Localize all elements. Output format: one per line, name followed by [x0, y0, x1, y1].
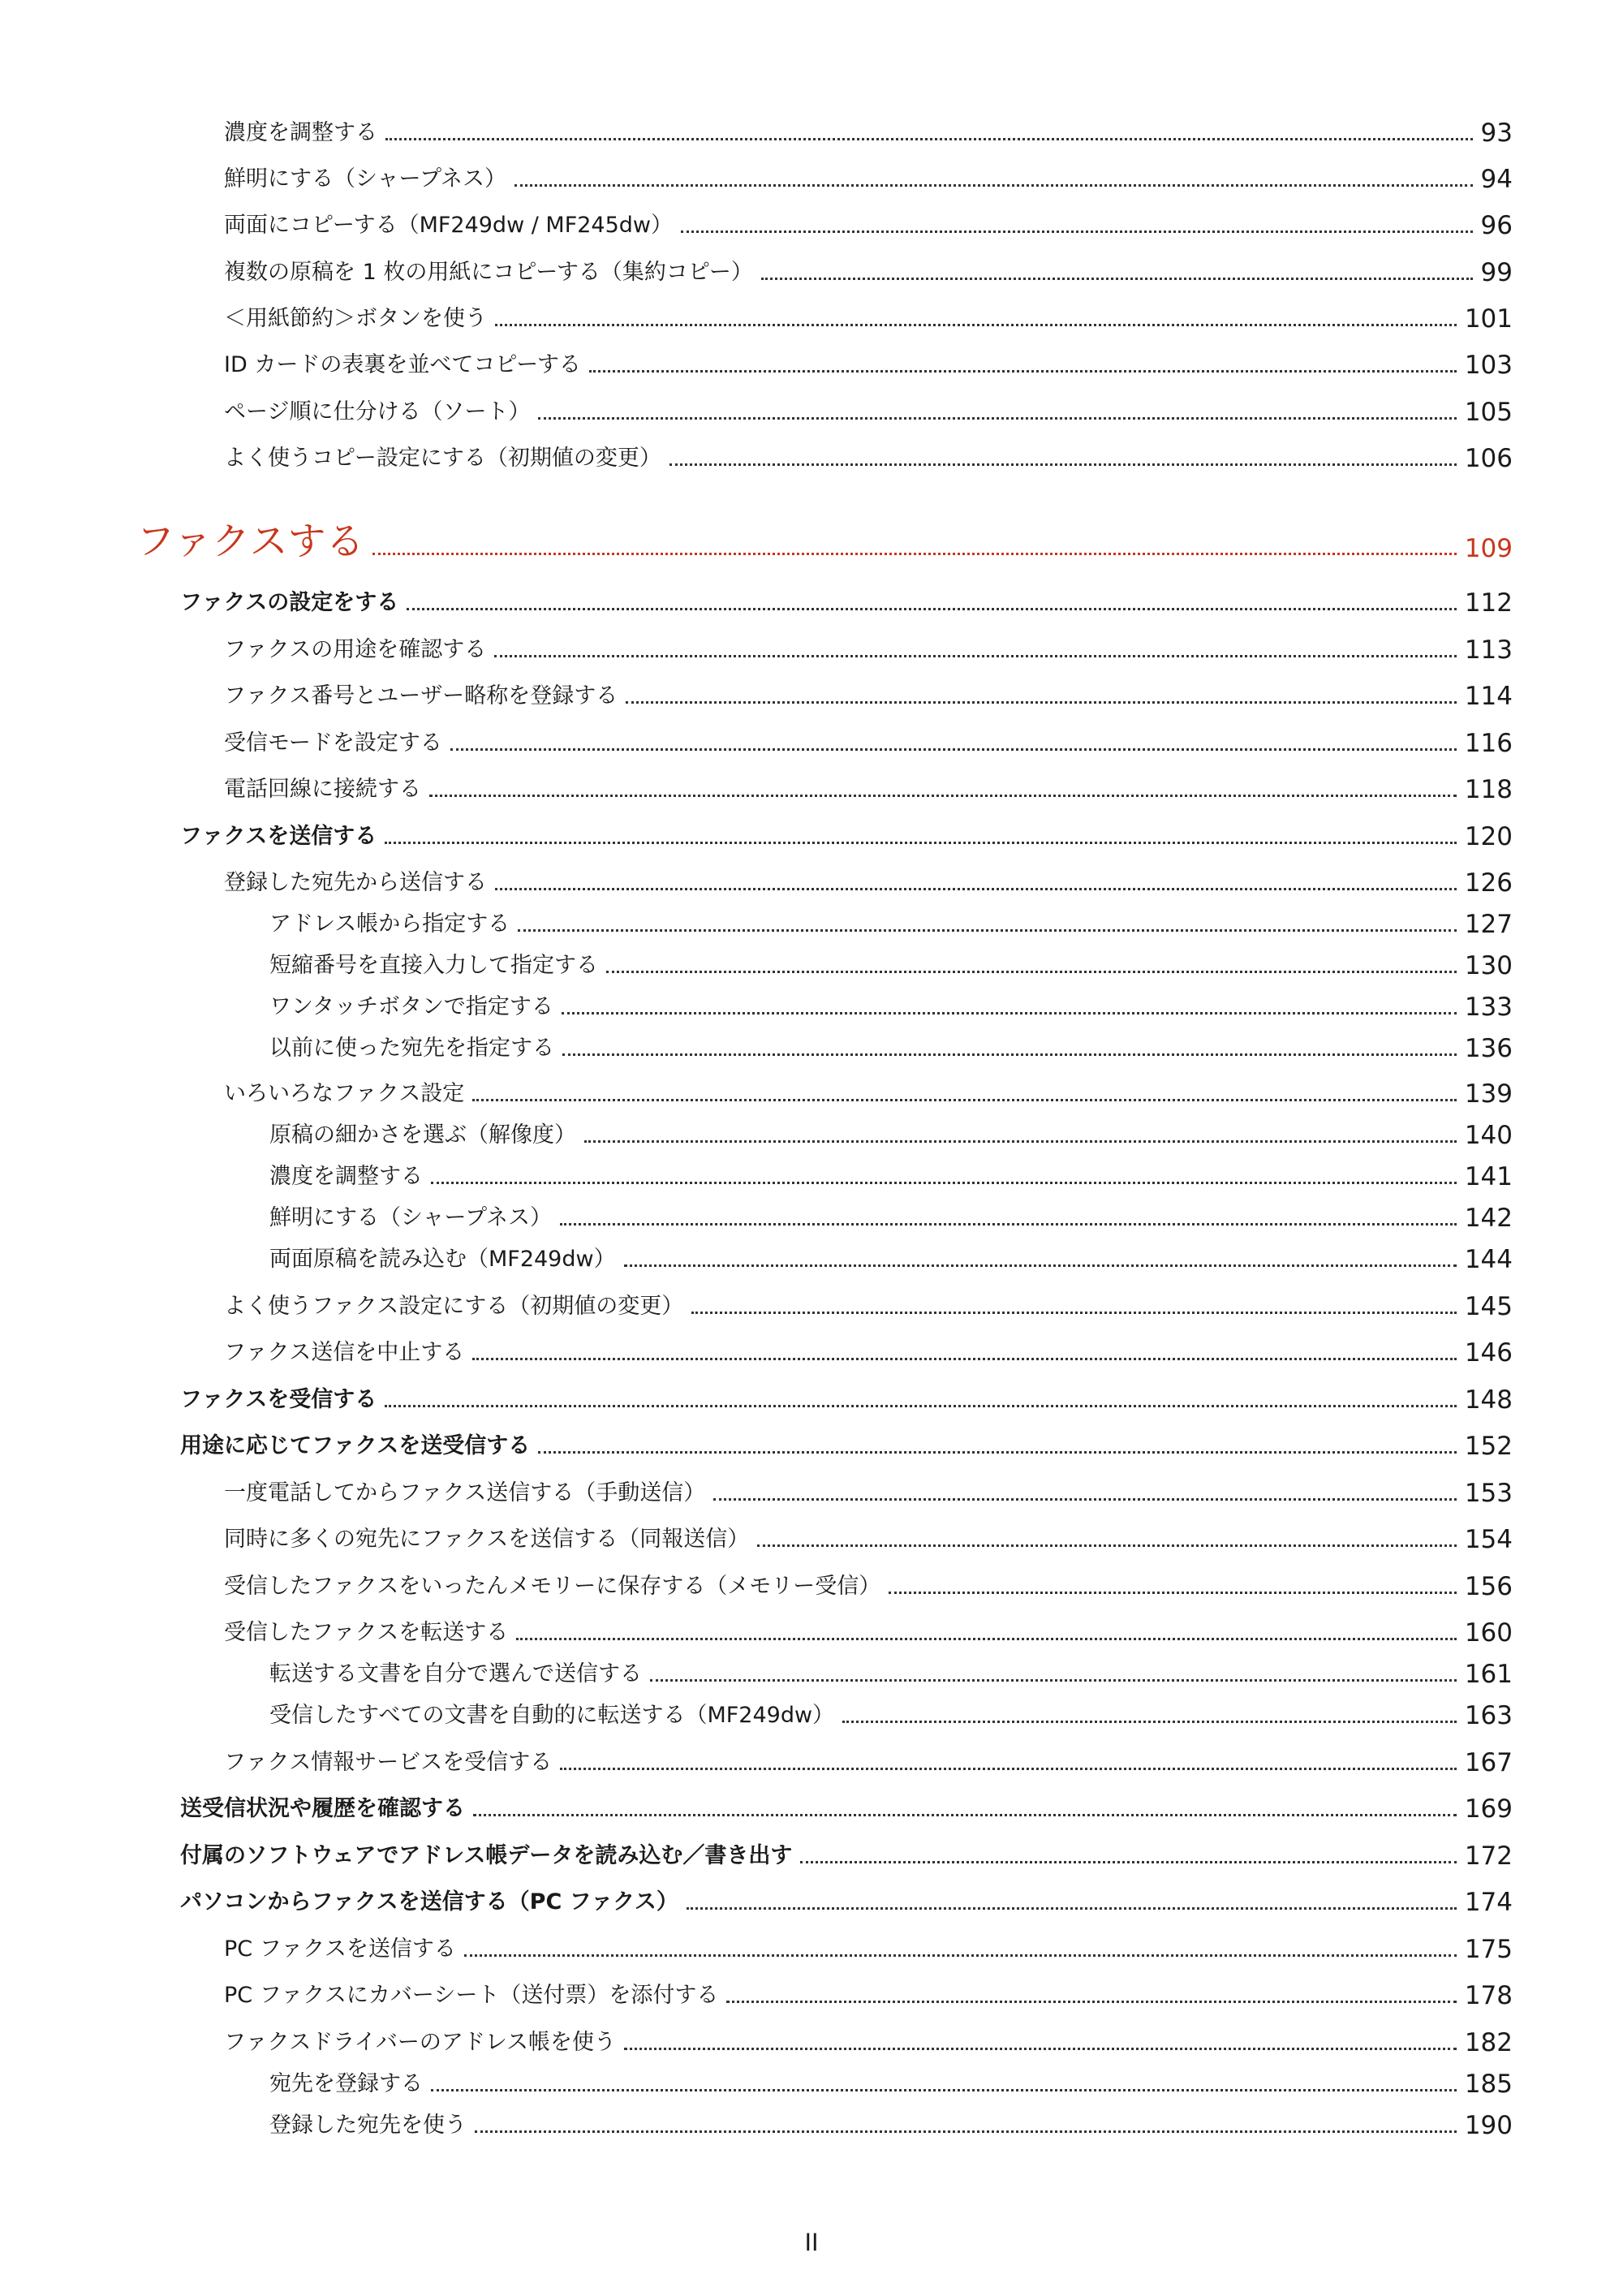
toc-entry-title: よく使うファクス設定にする（初期値の変更）	[224, 1294, 684, 1319]
dot-leader	[687, 1907, 1457, 1910]
toc-subsubsection[interactable]	[0, 2104, 1513, 2140]
dot-leader	[472, 1099, 1457, 1101]
toc-entry-title: 登録した宛先から送信する	[224, 870, 487, 895]
dot-leader	[713, 1498, 1457, 1501]
toc-entry-page: 178	[1464, 1981, 1513, 2010]
dot-leader	[385, 842, 1457, 844]
toc-subsection[interactable]	[0, 1612, 1513, 1648]
dot-leader	[842, 1721, 1457, 1723]
toc-entry-title: 受信モードを設定する	[224, 730, 442, 756]
toc-entry-title: 付属のソフトウェアでアドレス帳データを読み込む／書き出す	[180, 1843, 793, 1868]
toc-subsubsection[interactable]	[0, 1238, 1513, 1274]
toc-entry-page: 114	[1464, 682, 1513, 711]
toc-entry-title: ファクス情報サービスを受信する	[224, 1750, 553, 1775]
toc-entry-title: ファクス番号とユーザー略称を登録する	[224, 683, 618, 709]
dot-leader	[626, 701, 1457, 704]
toc-subsubsection[interactable]	[0, 1653, 1513, 1689]
dot-leader	[726, 2001, 1456, 2003]
dot-leader	[518, 929, 1457, 932]
toc-entry-title: 受信したファクスを転送する	[224, 1620, 509, 1645]
dot-leader	[761, 278, 1473, 280]
dot-leader	[757, 1544, 1457, 1547]
toc-subsection[interactable]	[0, 112, 1513, 148]
toc-entry-page: 175	[1464, 1935, 1513, 1964]
toc-subsection[interactable]	[0, 158, 1513, 194]
toc-entry-title: 濃度を調整する	[269, 1164, 423, 1189]
toc-section[interactable]	[0, 1788, 1513, 1824]
toc-entry-title: ページ順に仕分ける（ソート）	[224, 399, 531, 424]
toc-entry-page: 101	[1464, 304, 1513, 334]
toc-subsection[interactable]	[0, 205, 1513, 240]
toc-entry-title: 短縮番号を直接入力して指定する	[269, 953, 598, 978]
dot-leader	[385, 138, 1473, 140]
toc-entry-page: 106	[1464, 444, 1513, 473]
dot-leader	[691, 1312, 1457, 1314]
toc-entry-page: 172	[1464, 1842, 1513, 1871]
toc-entry-title: 複数の原稿を 1 枚の用紙にコピーする（集約コピー）	[224, 260, 753, 285]
toc-subsection[interactable]	[0, 1518, 1513, 1554]
toc-entry-title: ファクスドライバーのアドレス帳を使う	[224, 2030, 617, 2055]
toc-entry-page: 152	[1464, 1432, 1513, 1461]
toc-entry-page: 140	[1464, 1121, 1513, 1150]
toc-entry-title: 鮮明にする（シャープネス）	[269, 1205, 553, 1230]
toc-subsubsection[interactable]	[0, 2063, 1513, 2099]
toc-entry-page: 145	[1464, 1292, 1513, 1321]
toc-entry-page: 146	[1464, 1338, 1513, 1368]
toc-entry-title: アドレス帳から指定する	[269, 911, 510, 937]
toc-entry-title: ＜用紙節約＞ボタンを使う	[224, 306, 487, 331]
dot-leader	[560, 1768, 1457, 1770]
toc-entry-page: 148	[1464, 1385, 1513, 1415]
toc-entry-page: 126	[1464, 868, 1513, 898]
dot-leader	[538, 1451, 1457, 1454]
dot-leader	[681, 230, 1473, 233]
toc-chapter[interactable]	[0, 513, 1513, 565]
toc-subsection[interactable]	[0, 1742, 1513, 1777]
toc-entry-page: 141	[1464, 1162, 1513, 1191]
toc-subsubsection[interactable]	[0, 1695, 1513, 1730]
toc-subsection[interactable]	[0, 769, 1513, 804]
toc-subsection[interactable]	[0, 862, 1513, 898]
toc-entry-page: 174	[1464, 1888, 1513, 1917]
toc-entry-title: 受信したファクスをいったんメモリーに保存する（メモリー受信）	[224, 1574, 881, 1599]
dot-leader	[450, 748, 1457, 751]
toc-entry-title: PC ファクスを送信する	[224, 1936, 456, 1962]
dot-leader	[514, 184, 1473, 187]
toc-entry-page: 182	[1464, 2028, 1513, 2057]
dot-leader	[562, 1053, 1457, 1056]
dot-leader	[431, 1182, 1457, 1184]
toc-entry-page: 105	[1464, 398, 1513, 427]
toc-entry-title: いろいろなファクス設定	[224, 1081, 465, 1106]
toc-entry-page: 144	[1464, 1245, 1513, 1274]
toc-entry-page: 153	[1464, 1479, 1513, 1508]
dot-leader	[495, 888, 1457, 890]
toc-entry-title: 転送する文書を自分で選んで送信する	[269, 1661, 642, 1686]
dot-leader	[624, 2048, 1457, 2050]
toc-entry-title: ID カードの表裏を並べてコピーする	[224, 352, 581, 377]
toc-entry-page: 167	[1464, 1748, 1513, 1777]
toc-entry-title: 一度電話してからファクス送信する（手動送信）	[224, 1480, 706, 1506]
toc-subsection[interactable]	[0, 1566, 1513, 1601]
toc-section[interactable]	[0, 816, 1513, 851]
toc-subsubsection[interactable]	[0, 1197, 1513, 1233]
dot-leader	[431, 2089, 1457, 2091]
toc-subsubsection[interactable]	[0, 1027, 1513, 1063]
toc-subsubsection[interactable]	[0, 1156, 1513, 1191]
toc-entry-title: 鮮明にする（シャープネス）	[224, 166, 507, 192]
toc-entry-page: 112	[1464, 588, 1513, 618]
toc-entry-page: 190	[1464, 2111, 1513, 2140]
toc-entry-title: 送受信状況や履歴を確認する	[180, 1796, 465, 1821]
toc-section[interactable]	[0, 1881, 1513, 1917]
dot-leader	[562, 1012, 1457, 1014]
toc-entry-title: 両面原稿を読み込む（MF249dw）	[269, 1247, 616, 1272]
toc-entry-title: ワンタッチボタンで指定する	[269, 994, 553, 1019]
toc-entry-title: 電話回線に接続する	[224, 777, 421, 802]
dot-leader	[495, 324, 1457, 326]
toc-section[interactable]	[0, 1425, 1513, 1461]
toc-subsection[interactable]	[0, 252, 1513, 287]
dot-leader	[650, 1679, 1457, 1682]
dot-leader	[624, 1264, 1457, 1267]
toc-entry-title: ファクスの用途を確認する	[224, 637, 487, 662]
dot-leader	[606, 971, 1457, 973]
toc-entry-title: パソコンからファクスを送信する（PC ファクス）	[180, 1889, 678, 1915]
toc-subsection[interactable]	[0, 391, 1513, 427]
toc-entry-page: 154	[1464, 1525, 1513, 1554]
toc-subsection[interactable]	[0, 1975, 1513, 2010]
dot-leader	[538, 417, 1456, 420]
toc-subsection[interactable]	[0, 298, 1513, 334]
toc-entry-title: 受信したすべての文書を自動的に転送する（MF249dw）	[269, 1703, 835, 1728]
toc-entry-page: 120	[1464, 822, 1513, 851]
toc-entry-title: 濃度を調整する	[224, 120, 377, 145]
toc-subsubsection[interactable]	[0, 945, 1513, 980]
toc-entry-title: 原稿の細かさを選ぶ（解像度）	[269, 1122, 576, 1148]
toc-entry-page: 103	[1464, 351, 1513, 380]
dot-leader	[472, 1358, 1457, 1360]
toc-entry-page: 127	[1464, 910, 1513, 939]
dot-leader	[560, 1223, 1457, 1226]
toc-entry-title: PC ファクスにカバーシート（送付票）を添付する	[224, 1983, 719, 2008]
dot-leader	[589, 370, 1457, 373]
toc-subsection[interactable]	[0, 629, 1513, 665]
toc-entry-page: 94	[1480, 165, 1513, 194]
toc-entry-title: ファクスを送信する	[180, 824, 377, 849]
dot-leader	[889, 1592, 1457, 1594]
toc-entry-title: 同時に多くの宛先にファクスを送信する（同報送信）	[224, 1527, 750, 1552]
toc-entry-title: ファクスの設定をする	[180, 590, 399, 615]
toc-subsubsection[interactable]	[0, 986, 1513, 1022]
toc-entry-title: 以前に使った宛先を指定する	[269, 1036, 554, 1061]
dot-leader	[475, 2130, 1457, 2133]
dot-leader	[429, 795, 1457, 797]
toc-entry-page: 116	[1464, 729, 1513, 758]
toc-entry-page: 99	[1480, 258, 1513, 287]
toc-entry-page: 109	[1464, 534, 1513, 563]
toc-entry-title: 宛先を登録する	[269, 2071, 423, 2096]
dot-leader	[516, 1638, 1457, 1640]
toc-entry-title: 両面にコピーする（MF249dw / MF245dw）	[224, 213, 673, 238]
toc-entry-page: 161	[1464, 1660, 1513, 1689]
toc-entry-page: 139	[1464, 1079, 1513, 1109]
toc-entry-page: 133	[1464, 993, 1513, 1022]
toc-entry-page: 136	[1464, 1034, 1513, 1063]
dot-leader	[407, 608, 1457, 610]
toc-entry-page: 118	[1464, 775, 1513, 804]
toc-entry-title: ファクス送信を中止する	[224, 1340, 465, 1365]
toc-entry-title: 登録した宛先を使う	[269, 2113, 467, 2138]
dot-leader	[464, 1954, 1457, 1957]
toc-entry-page: 169	[1464, 1794, 1513, 1824]
dot-leader	[669, 463, 1457, 466]
toc-section[interactable]	[0, 1379, 1513, 1415]
toc-entry-page: 163	[1464, 1701, 1513, 1730]
dot-leader	[800, 1861, 1456, 1863]
dot-leader	[372, 553, 1457, 555]
toc-entry-page: 113	[1464, 635, 1513, 665]
toc-subsection[interactable]	[0, 675, 1513, 711]
toc-entry-title: ファクスを受信する	[180, 1387, 377, 1412]
toc-subsection[interactable]	[0, 437, 1513, 473]
toc-entry-page: 93	[1480, 118, 1513, 148]
page-number: II	[804, 2229, 819, 2256]
dot-leader	[494, 655, 1457, 657]
toc-subsection[interactable]	[0, 1928, 1513, 1964]
toc-entry-page: 156	[1464, 1572, 1513, 1601]
dot-leader	[385, 1405, 1457, 1407]
toc-entry-title: ファクスする	[136, 519, 364, 564]
toc-subsection[interactable]	[0, 2022, 1513, 2057]
toc-entry-page: 160	[1464, 1618, 1513, 1648]
toc-entry-page: 96	[1480, 211, 1513, 240]
toc-section[interactable]	[0, 582, 1513, 618]
toc-subsection[interactable]	[0, 1073, 1513, 1109]
toc-subsection[interactable]	[0, 344, 1513, 380]
toc-subsubsection[interactable]	[0, 1114, 1513, 1150]
toc-entry-title: 用途に応じてファクスを送受信する	[180, 1433, 531, 1458]
toc-subsection[interactable]	[0, 1472, 1513, 1508]
toc-subsection[interactable]	[0, 722, 1513, 758]
toc-section[interactable]	[0, 1835, 1513, 1871]
toc-entry-page: 185	[1464, 2070, 1513, 2099]
toc-entry-page: 142	[1464, 1204, 1513, 1233]
dot-leader	[584, 1140, 1457, 1143]
toc-subsection[interactable]	[0, 1332, 1513, 1368]
dot-leader	[473, 1814, 1457, 1816]
toc-subsection[interactable]	[0, 1286, 1513, 1321]
toc-entry-page: 130	[1464, 951, 1513, 980]
toc-entry-title: よく使うコピー設定にする（初期値の変更）	[224, 446, 661, 471]
toc-subsubsection[interactable]	[0, 903, 1513, 939]
